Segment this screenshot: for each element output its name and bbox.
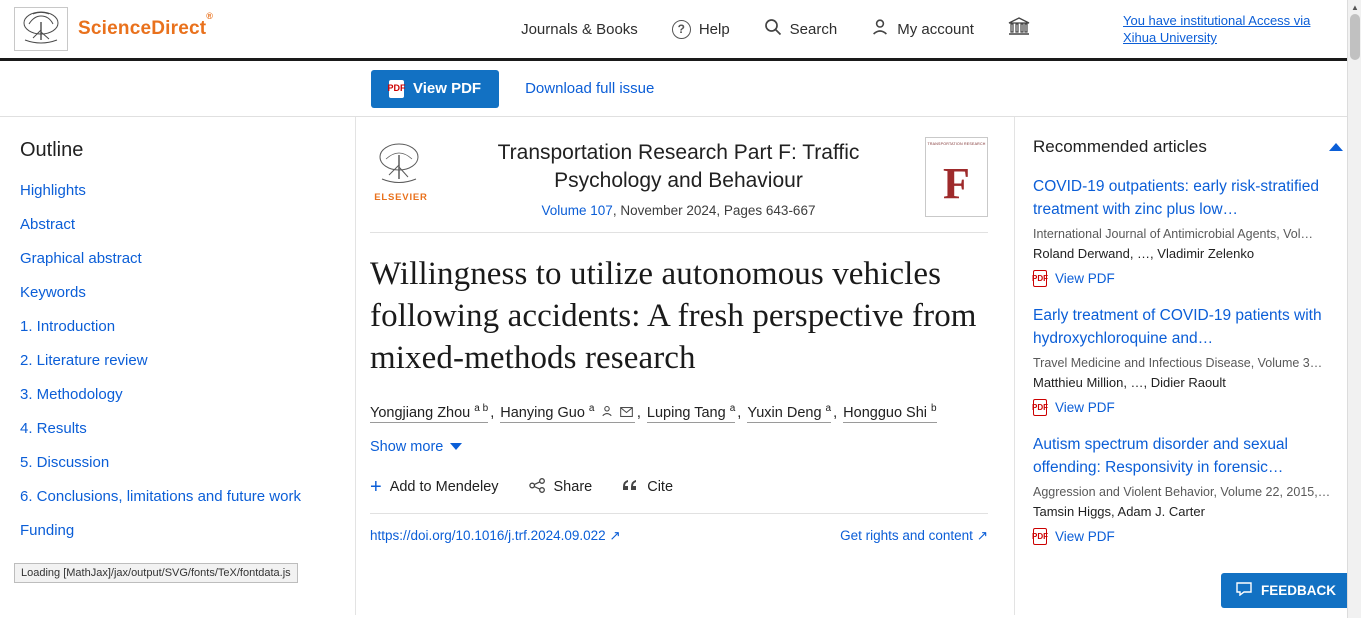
mathjax-status-tooltip: Loading [MathJax]/jax/output/SVG/fonts/TeX/fontdata.js [14,563,298,583]
download-full-issue-link[interactable]: Download full issue [525,80,655,97]
author-3[interactable] [647,403,735,423]
pdf-icon: PDF [1033,399,1047,416]
nav-journals-label: Journals & Books [521,20,638,38]
recommended-item-view-pdf[interactable] [1033,528,1115,545]
get-rights-text: Get rights and content [840,527,973,543]
search-icon [764,18,782,40]
outline-item-methodology[interactable]: 3. Methodology [20,386,123,403]
page-title: Willingness to utilize autonomous vehicles following accidents: A fresh perspective from mixed-methods research [370,256,977,376]
doi-text: https://doi.org/10.1016/j.trf.2024.09.022 [370,527,606,543]
recommended-item [1033,304,1343,416]
add-to-mendeley-button[interactable] [370,476,499,499]
show-more-button[interactable] [370,439,462,455]
outline-item-results[interactable]: 4. Results [20,420,87,437]
pdf-icon: PDF [389,80,404,98]
quote-icon [622,478,639,496]
get-rights-link[interactable]: Get rights and content ↗ [840,527,988,543]
outline-item-funding[interactable]: Funding [20,522,75,539]
recommended-header [1033,137,1343,157]
nav-help-label: Help [698,20,730,38]
author-sep-3: , [737,404,746,421]
recommended-item-title[interactable]: Autism spectrum disorder and sexual offending: Responsivity in forensic… [1033,436,1289,476]
outline-title: Outline [20,139,84,161]
elsevier-wordmark: ELSEVIER [374,192,428,203]
elsevier-logo [370,135,432,203]
article-actions [370,478,988,514]
institutional-access-link[interactable]: You have institutional Access via Xihua University [1123,13,1311,45]
recommended-item-view-pdf[interactable] [1033,399,1115,416]
page-scrollbar[interactable] [1347,0,1361,618]
author-5-name: Hongguo Shi [843,404,928,421]
outline-list [20,182,355,539]
chevron-down-icon [450,443,462,450]
main-nav [434,16,1117,42]
envelope-icon[interactable] [620,406,633,420]
cover-letter-mark: F [943,159,970,208]
nav-my-account[interactable] [871,18,974,40]
author-4[interactable] [747,403,831,423]
add-to-mendeley-label: Add to Mendeley [389,479,499,496]
outline-item-abstract[interactable]: Abstract [20,216,76,233]
view-pdf-label: View PDF [413,80,482,97]
brand-trademark: ® [206,10,214,21]
view-pdf-button[interactable] [371,70,499,108]
institutional-access-notice[interactable] [1117,12,1347,46]
cite-button[interactable] [622,478,673,496]
recommended-item-authors: Roland Derwand, …, Vladimir Zelenko [1033,246,1255,261]
author-4-name: Yuxin Deng [747,404,822,421]
nav-search[interactable] [764,18,838,40]
show-more-label: Show more [370,438,444,455]
doi-link[interactable]: https://doi.org/10.1016/j.trf.2024.09.022 ↗ [370,527,621,543]
author-1[interactable] [370,403,488,423]
recommended-item-authors: Matthieu Million, …, Didier Raoult [1033,375,1226,390]
recommended-item-source: Aggression and Violent Behavior, Volume 22, 2015,… [1033,485,1331,499]
speech-bubble-icon [1236,582,1252,599]
brand-logo[interactable] [14,7,434,51]
volume-link[interactable]: Volume 107 [541,203,613,218]
outline-item-graphical-abstract[interactable]: Graphical abstract [20,250,142,267]
pdf-action-bar [0,61,1361,117]
issue-pages-text: , November 2024, Pages 643-667 [612,203,816,218]
outline-item-introduction[interactable]: 1. Introduction [20,318,116,335]
author-2-affiliation: a [588,403,595,414]
author-1-affiliation: a b [474,403,489,414]
author-sep-4: , [833,404,842,421]
author-sep-1: , [490,404,499,421]
journal-cover-thumbnail[interactable] [925,137,988,217]
recommended-title: Recommended articles [1033,137,1207,156]
outline-item-literature-review[interactable]: 2. Literature review [20,352,148,369]
feedback-button[interactable] [1221,573,1351,608]
feedback-label: FEEDBACK [1260,583,1336,598]
author-3-name: Luping Tang [646,404,726,421]
recommended-item-pdf-label: View PDF [1055,529,1115,544]
article-main [356,117,1014,615]
share-label: Share [553,479,593,496]
journal-title-block [442,135,915,218]
outline-item-conclusions[interactable]: 6. Conclusions, limitations and future work [20,488,301,505]
recommended-item-pdf-label: View PDF [1055,271,1115,286]
recommended-item-authors: Tamsin Higgs, Adam J. Carter [1033,504,1205,519]
outline-item-discussion[interactable]: 5. Discussion [20,454,110,471]
chevron-up-icon[interactable] [1329,143,1343,151]
author-4-affiliation: a [825,403,832,414]
site-header [0,0,1361,61]
nav-account-label: My account [897,20,974,38]
share-button[interactable] [529,478,593,497]
recommended-item [1033,433,1343,545]
question-mark-icon: ? [672,20,691,39]
author-2[interactable] [500,403,635,423]
page-body [0,117,1361,615]
author-1-name: Yongjiang Zhou [370,404,471,421]
brand-name [78,10,214,40]
library-building-icon[interactable] [1008,16,1030,42]
recommended-item-source: Travel Medicine and Infectious Disease, Volume 3… [1033,356,1323,370]
recommended-item [1033,175,1343,287]
author-sep-2: , [636,404,645,421]
scroll-up-arrow[interactable]: ▲ [1351,2,1359,12]
nav-journals-and-books[interactable] [521,21,638,38]
scroll-thumb[interactable] [1350,14,1360,60]
author-list [370,403,988,423]
author-5-affiliation: b [931,403,937,414]
cite-label: Cite [647,479,674,496]
recommended-item-view-pdf[interactable] [1033,270,1115,287]
journal-title[interactable]: Transportation Research Part F: Traffic Psychology and Behaviour [497,141,860,192]
recommended-articles-panel [1014,117,1361,615]
outline-item-highlights[interactable]: Highlights [20,182,86,199]
journal-header [370,135,988,218]
share-icon [529,478,546,497]
nav-search-label: Search [789,20,838,38]
plus-icon: + [370,476,382,499]
recommended-item-source: International Journal of Antimicrobial Agents, Vol… [1033,227,1314,241]
cover-title-text: TRANSPORTATION RESEARCH [927,142,986,146]
header-divider [370,232,988,233]
outline-item-keywords[interactable]: Keywords [20,284,86,301]
journal-issue-meta [442,203,915,218]
recommended-item-title[interactable]: Early treatment of COVID-19 patients with hydroxychloroquine and… [1033,307,1322,347]
person-icon [871,18,889,40]
recommended-item-pdf-label: View PDF [1055,400,1115,415]
author-3-affiliation: a [729,403,736,414]
outline-sidebar [0,117,356,615]
pdf-icon: PDF [1033,270,1047,287]
elsevier-tree-logo-icon [14,7,68,51]
doi-row [370,528,988,544]
elsevier-tree-icon [370,139,428,191]
recommended-item-title[interactable]: COVID-19 outpatients: early risk-stratified treatment with zinc plus low… [1033,178,1319,218]
pdf-icon: PDF [1033,528,1047,545]
nav-help[interactable] [672,20,730,39]
person-icon[interactable] [601,406,616,420]
author-2-name: Hanying Guo [500,404,585,421]
author-5[interactable] [843,403,936,423]
brand-text: ScienceDirect [78,18,207,39]
